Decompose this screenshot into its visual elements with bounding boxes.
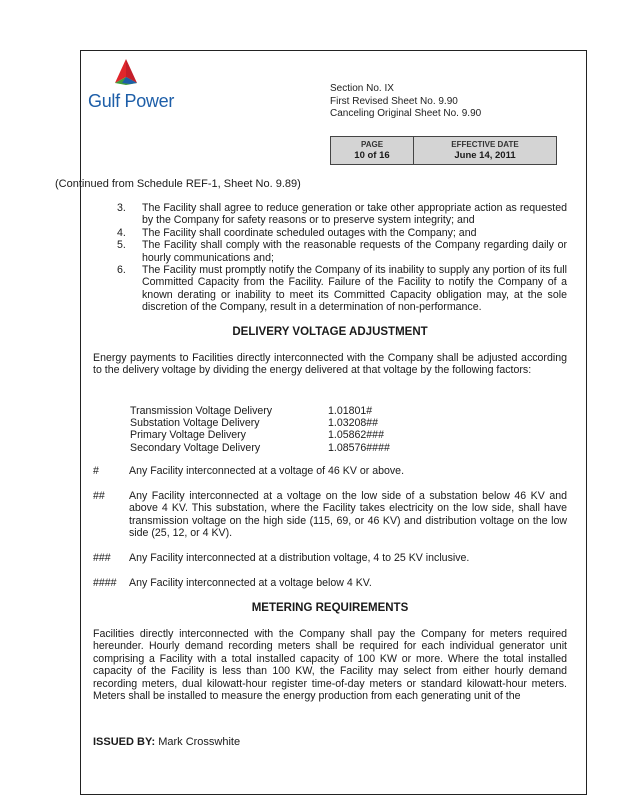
footnote-symbol: #### [93, 577, 117, 589]
section-line: Section No. IX [330, 83, 394, 94]
factor-value: 1.01801# [328, 405, 373, 417]
issued-by-name: Mark Crosswhite [158, 736, 241, 748]
delivery-heading: DELIVERY VOLTAGE ADJUSTMENT [232, 326, 428, 338]
metering-heading: METERING REQUIREMENTS [251, 602, 409, 614]
footnote-text: Any Facility interconnected at a voltage below 4 KV. [129, 577, 372, 589]
footnote-symbol: # [93, 465, 99, 477]
item-text: The Facility shall agree to reduce generation or take other appropriate action as requested by the Company for safety reasons or to preserve system integrity; and [142, 202, 567, 227]
factor-row [130, 405, 390, 417]
footnote [93, 552, 567, 564]
section-line: First Revised Sheet No. 9.90 [330, 95, 458, 107]
issued-by [93, 736, 240, 748]
page-cell [331, 137, 414, 164]
delivery-intro: Energy payments to Facilities directly interconnected with the Company shall be adjusted according to the delivery voltage by dividing the energy delivered at that voltage by the following factors: [93, 352, 567, 377]
metering-text: Facilities directly interconnected with the Company shall pay the Company for meters required hereunder. Hourly demand recording meters shall be required for each individual generator unit comprising a Facility with a total installed capacity of 100 KW or more. Where the total installed capacity of the Facility is less than 100 KW, the Facility may select from either hourly demand recording meters, dual kilowatt-hour register time-of-day meters or standard kilowatt-hour meters. Meters shall be installed to measure the energy production from each generating unit of the [93, 628, 567, 703]
section-info [330, 83, 481, 121]
item-number: 4. [117, 226, 126, 239]
item-number: 3. [117, 202, 126, 214]
factor-row [130, 417, 390, 429]
item-number: 5. [117, 239, 126, 252]
footnote [93, 465, 567, 477]
footnote-symbol: ## [93, 490, 105, 502]
logo-text: Gulf Power [88, 91, 175, 111]
factor-value: 1.03208## [328, 417, 379, 430]
footnote-text: Any Facility interconnected at a voltage of 46 KV or above. [129, 465, 405, 477]
requirements-list [117, 202, 567, 314]
effective-date-label: EFFECTIVE DATE [451, 140, 519, 149]
item-text: The Facility shall comply with the reasonable requests of the Company regarding daily or hourly communications and; [142, 239, 567, 264]
factor-label: Secondary Voltage Delivery [130, 441, 261, 454]
factor-label: Substation Voltage Delivery [130, 417, 260, 430]
footnote [93, 490, 567, 540]
factor-table [130, 405, 390, 454]
item-text: The Facility must promptly notify the Company of its inability to supply any portion of its full Committed Capacity from the Facility. Failure of the Facility to notify the Company of a known derating or inability to meet its Committed Capacity obligation may, at the sole discretion of the Company, result in a determination of non-performance. [142, 264, 567, 314]
page-info-box [330, 136, 557, 165]
page-label: PAGE [360, 140, 384, 149]
factor-value: 1.08576#### [328, 441, 390, 454]
item-text: The Facility shall coordinate scheduled outages with the Company; and [142, 226, 477, 239]
list-item [117, 202, 567, 227]
footnote-text: Any Facility interconnected at a distribution voltage, 4 to 25 KV inclusive. [129, 552, 470, 564]
continued-note: (Continued from Schedule REF-1, Sheet No. 9.89) [55, 178, 301, 190]
factor-label: Transmission Voltage Delivery [130, 405, 273, 417]
footnote-text: Any Facility interconnected at a voltage on the low side of a substation below 46 KV and above 4 KV. This substation, where the Facility takes electricity on the low side, shall have transmission voltage on the high side (115, 69, or 46 KV) and distribution voltage on the low side (25, 12, or 4 KV). [129, 490, 567, 540]
footnote [93, 577, 567, 589]
factor-label: Primary Voltage Delivery [130, 429, 246, 442]
item-number: 6. [117, 264, 126, 277]
list-item [117, 264, 567, 314]
factor-row [130, 442, 390, 454]
factor-value: 1.05862### [328, 429, 384, 442]
page-value: 10 of 16 [354, 150, 390, 161]
list-item [117, 239, 567, 264]
effective-date-cell [414, 137, 556, 164]
section-line: Canceling Original Sheet No. 9.90 [330, 108, 482, 119]
footnote-symbol: ### [93, 552, 111, 564]
factor-row [130, 429, 390, 441]
issued-by-label: ISSUED BY: [93, 736, 156, 748]
list-item [117, 227, 567, 239]
effective-date-value: June 14, 2011 [454, 150, 516, 161]
